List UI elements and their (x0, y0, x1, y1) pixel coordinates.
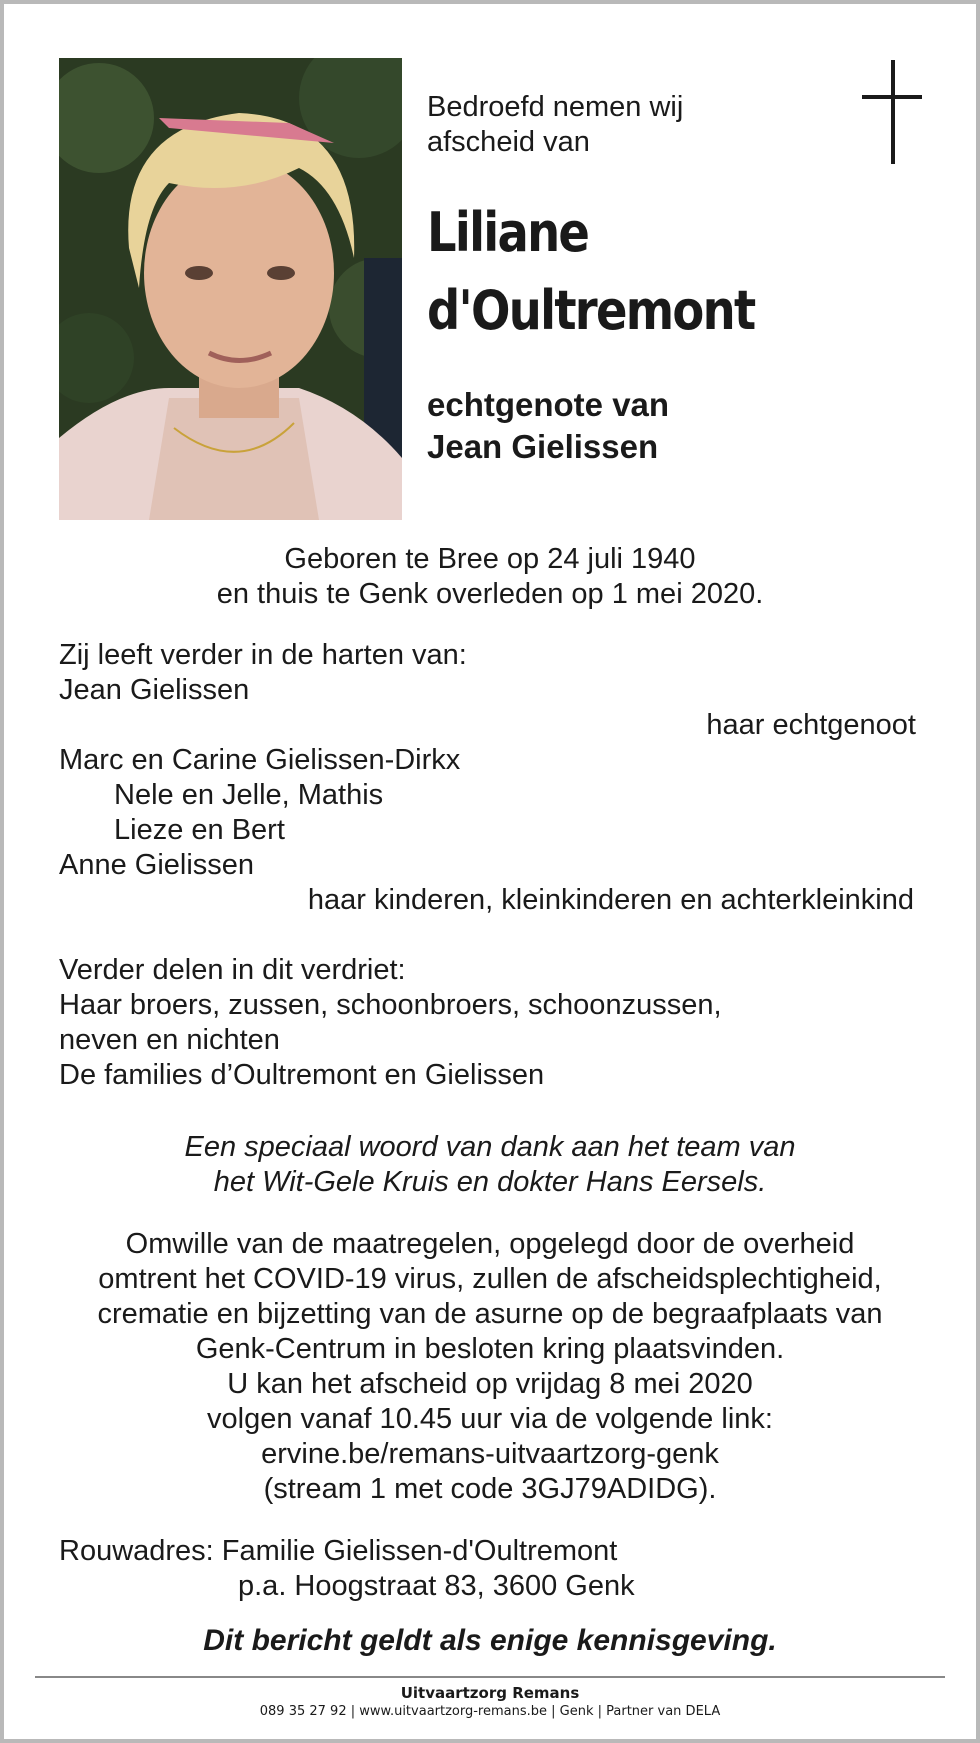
family-spouse-role: haar echtgenoot (706, 709, 916, 741)
sorrow-list (59, 953, 722, 1093)
birth-info (34, 542, 946, 612)
family-heading: Zij leeft verder in de harten van: (59, 639, 467, 671)
address-line: p.a. Hoogstraat 83, 3600 Genk (238, 1570, 635, 1602)
family-spouse-name: Jean Gielissen (59, 674, 250, 706)
deceased-name (427, 194, 754, 350)
spouse-name: Jean Gielissen (427, 428, 659, 465)
family-child: Anne Gielissen (59, 849, 255, 881)
sorrow-line: neven en nichten (59, 1024, 280, 1056)
sorrow-line: De families d’Oultremont en Gielissen (59, 1059, 545, 1091)
covid-line: crematie en bijzetting van de asurne op de begraafplaats van (97, 1298, 883, 1330)
obituary-card (4, 4, 976, 1739)
footer-divider (35, 1676, 945, 1678)
intro-line: Bedroefd nemen wij (427, 91, 684, 123)
covid-line: U kan het afscheid op vrijdag 8 mei 2020 (227, 1368, 753, 1400)
notice-text: Dit bericht geldt als enige kennisgeving. (203, 1624, 777, 1657)
birth-line: Geboren te Bree op 24 juli 1940 (284, 543, 696, 575)
intro-text (427, 90, 683, 160)
spouse-info (427, 384, 669, 468)
footer-info: 089 35 27 92 | www.uitvaartzorg-remans.be | Genk | Partner van DELA (259, 1704, 721, 1719)
portrait-photo (59, 58, 402, 520)
address-line: Rouwadres: Familie Gielissen-d'Oultremont (59, 1535, 618, 1567)
covid-line: Genk-Centrum in besloten kring plaatsvinden. (195, 1333, 785, 1365)
family-children-role: haar kinderen, kleinkinderen en achterkleinkind (307, 884, 914, 916)
family-child: Marc en Carine Gielissen-Dirkx (59, 744, 461, 776)
intro-line: afscheid van (427, 126, 590, 158)
covid-line: volgen vanaf 10.45 uur via de volgende link: (207, 1403, 773, 1435)
sorrow-line: Verder delen in dit verdriet: (59, 954, 406, 986)
thanks-line: het Wit-Gele Kruis en dokter Hans Eersels. (213, 1166, 767, 1198)
last-name: d'Oultremont (427, 279, 755, 342)
covid-line: omtrent het COVID-19 virus, zullen de afscheidsplechtigheid, (98, 1263, 882, 1295)
cross-icon (862, 60, 922, 164)
first-name: Liliane (427, 201, 589, 264)
stream-link: ervine.be/remans-uitvaartzorg-genk (261, 1438, 719, 1470)
spouse-label: echtgenote van (427, 386, 670, 423)
family-grandchild: Nele en Jelle, Mathis (114, 779, 384, 811)
covid-notice (34, 1227, 946, 1507)
covid-line: Omwille van de maatregelen, opgelegd door de overheid (125, 1228, 855, 1260)
footer-company: Uitvaartzorg Remans (400, 1684, 580, 1702)
stream-code: (stream 1 met code 3GJ79ADIDG). (263, 1473, 717, 1505)
death-line: en thuis te Genk overleden op 1 mei 2020. (216, 578, 764, 610)
thanks-line: Een speciaal woord van dank aan het team van (184, 1131, 796, 1163)
thanks-text (34, 1130, 946, 1200)
sorrow-line: Haar broers, zussen, schoonbroers, schoonzussen, (59, 989, 722, 1021)
family-grandchild: Lieze en Bert (114, 814, 285, 846)
